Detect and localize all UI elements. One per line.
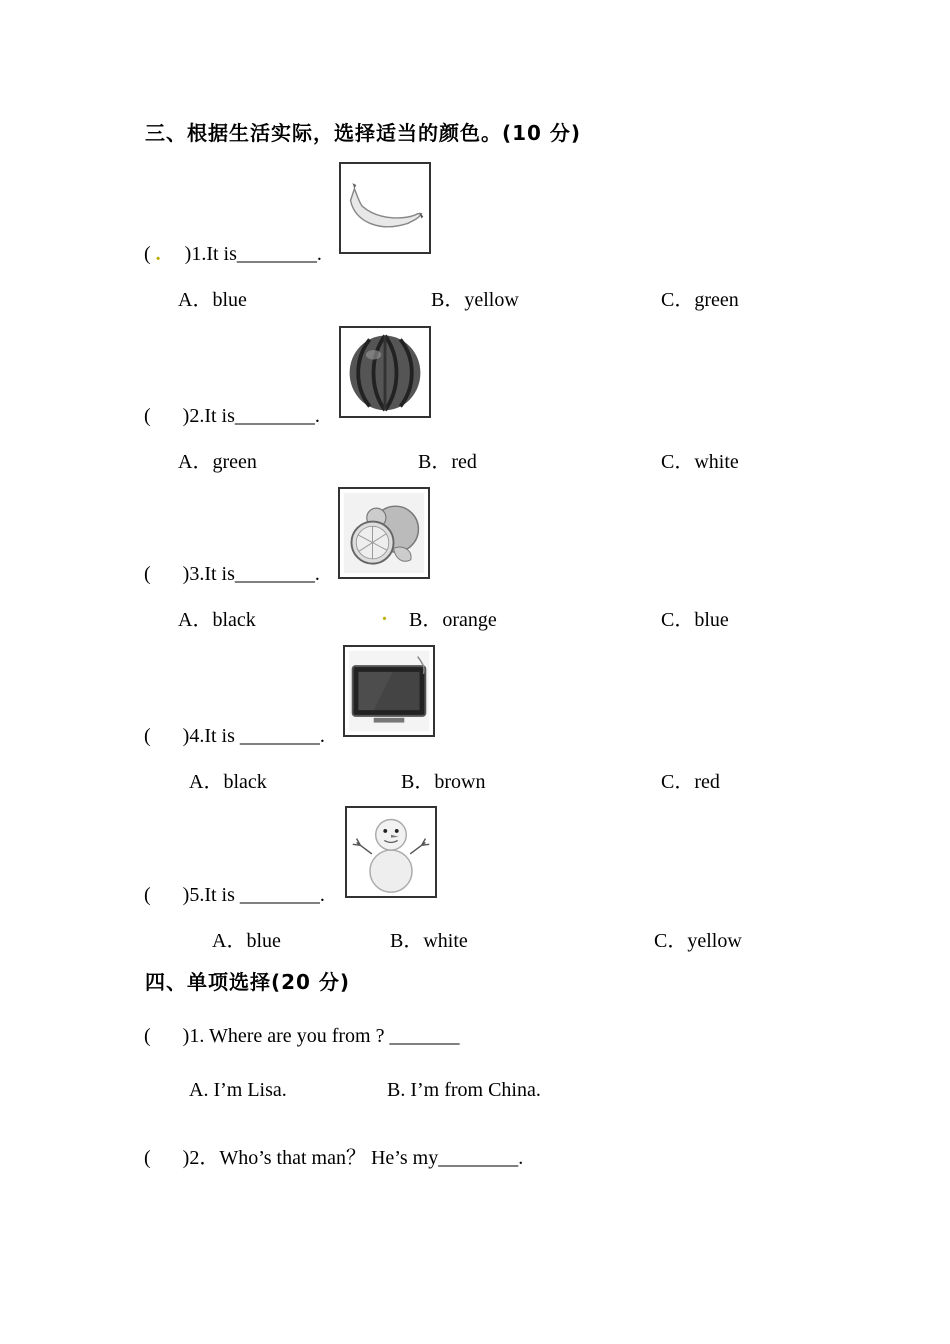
answer-paren-close: ) [182, 725, 190, 747]
q4-1-row [144, 1025, 459, 1048]
answer-paren-close: ) [182, 884, 190, 906]
q3-1-row [144, 243, 322, 266]
option-mark: . [382, 603, 387, 625]
q4-1-option-a: A. I’m Lisa. [189, 1079, 287, 1101]
question-stem: 2.It is________. [189, 405, 320, 427]
watermelon-image [339, 326, 431, 418]
question-stem: 4.It is ________. [189, 725, 325, 747]
q3-1-option-c: C．green [661, 289, 739, 311]
q3-5-option-b: B．white [390, 930, 468, 952]
answer-paren-open: ( [144, 563, 151, 585]
answer-paren-open: ( [144, 1025, 151, 1047]
q4-1-option-b: B. I’m from China. [387, 1079, 541, 1101]
question-stem: 5.It is ________. [189, 884, 325, 906]
answer-paren-close: ) [182, 1147, 190, 1169]
answer-paren-close: ) [184, 243, 192, 265]
q3-1-option-b: B．yellow [431, 289, 519, 311]
section-3-heading: 三、根据生活实际，选择适当的颜色。(10 分) [145, 121, 582, 145]
answer-paren-open: ( [144, 1147, 151, 1169]
q3-3-option-b: B．orange [409, 609, 497, 631]
q3-1-option-a: A．blue [178, 289, 247, 311]
q3-4-option-c: C．red [661, 771, 720, 793]
q3-3-option-a: A．black [178, 609, 256, 631]
answer-paren-close: ) [182, 405, 190, 427]
answer-paren-open: ( [144, 884, 151, 906]
q3-4-option-a: A．black [189, 771, 267, 793]
answer-paren-close: ) [182, 1025, 190, 1047]
orange-image [338, 487, 430, 579]
answer-paren-close: ) [182, 563, 190, 585]
section-4-heading: 四、单项选择(20 分) [145, 970, 351, 994]
q3-4-option-b: B．brown [401, 771, 486, 793]
television-image [343, 645, 435, 737]
answer-paren-open: ( [144, 243, 151, 265]
q3-2-option-b: B．red [418, 451, 477, 473]
banana-image [339, 162, 431, 254]
q4-2-row [144, 1141, 523, 1170]
q3-2-option-c: C．white [661, 451, 739, 473]
q3-2-option-a: A．green [178, 451, 257, 473]
answer-paren-open: ( [144, 405, 151, 427]
question-stem: 1.It is________. [191, 243, 322, 265]
q3-5-row [144, 884, 325, 907]
q3-5-option-a: A．blue [212, 930, 281, 952]
answer-mark: . [155, 243, 161, 265]
snowman-image [345, 806, 437, 898]
q3-3-option-c: C．blue [661, 609, 729, 631]
q3-3-row [144, 563, 320, 586]
question-stem: 2．Who’s that man？ He’s my________. [189, 1147, 524, 1169]
q3-5-option-c: C．yellow [654, 930, 742, 952]
question-stem: 3.It is________. [189, 563, 320, 585]
q3-4-row [144, 725, 325, 748]
q3-2-row [144, 405, 320, 428]
answer-paren-open: ( [144, 725, 151, 747]
question-stem: 1. Where are you from ? _______ [189, 1025, 460, 1047]
